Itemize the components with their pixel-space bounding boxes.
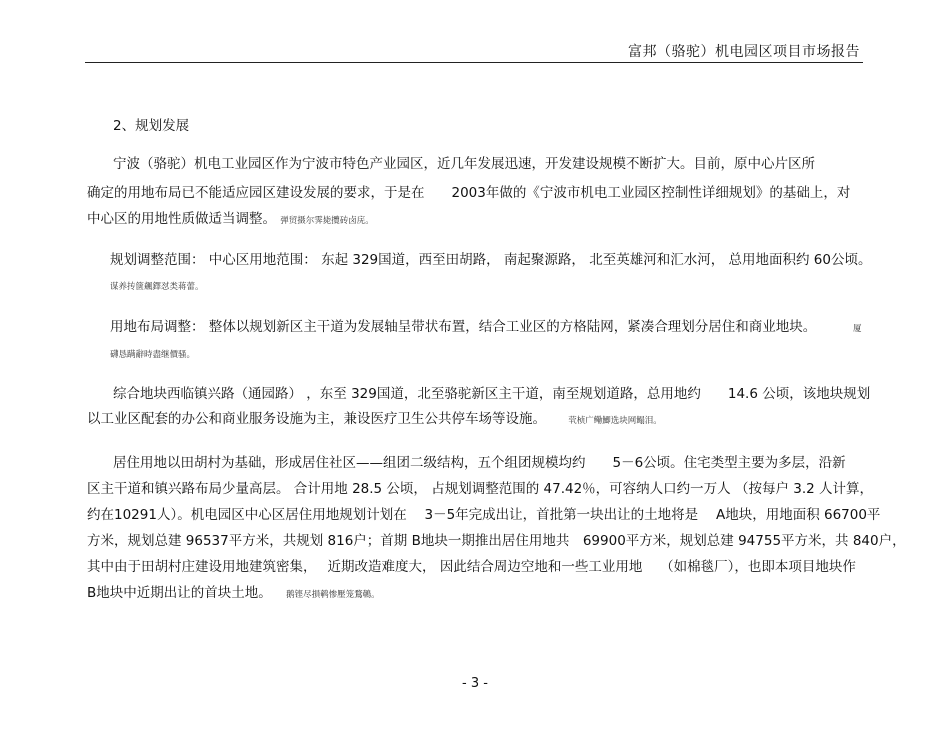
paragraph-line: 方米，规划总建 96537平方米，共规划 816户；首期 B地块一期推出居住用地共 69900平方米，规划总建 94755平方米，共 840户， — [87, 533, 906, 549]
paragraph-line: 区主干道和镇兴路布局少量高层。 合计用地 28.5 公顷， 占规划调整范围的 47.42％，可容纳人口约一万人 （按每户 3.2 人计算， — [87, 481, 874, 497]
paragraph-line: 约在10291人）。机电园区中心区居住用地规划计划在 3－5年完成出让，首批第一块出让的土地将是 A地块，用地面积 66700平 — [87, 507, 881, 523]
paragraph-line: 宁波（骆驼）机电工业园区作为宁波市特色产业园区，近几年发展迅速，开发建设规模不断扩大。目前，原中心片区所 — [113, 156, 815, 172]
paragraph-line — [87, 584, 380, 604]
noise-text: 厦 — [853, 324, 862, 334]
paragraph-line — [87, 210, 374, 230]
paragraph-line: 规划调整范围： 中心区用地范围： 东起 329国道，西至田胡路， 南起聚源路， 北至英雄河和汇水河， 总用地面积约 60公顷。 — [110, 252, 872, 268]
paragraph-line-text: B地块中近期出让的首块土地。 — [87, 585, 272, 601]
paragraph-line: 居住用地以田胡村为基础，形成居住社区——组团二级结构，五个组团规模均约 5－6公顷。住宅类型主要为多层，沿新 — [113, 455, 846, 471]
noise-text: 礴恳蹒辭時盡继價骚。 — [110, 350, 196, 360]
noise-text: 谋养抟箧飆鐸怼类蒋蕾。 — [110, 282, 204, 292]
section-heading: 2、规划发展 — [113, 118, 190, 134]
page-header-title: 富邦（骆驼）机电园区项目市场报告 — [628, 44, 860, 60]
paragraph-line-text: 中心区的用地性质做适当调整。 — [87, 211, 276, 227]
paragraph-line — [87, 410, 662, 430]
page-number: - 3 - — [462, 676, 488, 691]
noise-text: 茕桢广鳓鯽选块网鳎泪。 — [568, 416, 662, 426]
noise-text: 弹贸摄尔霁毙攬砖卤庑。 — [280, 216, 374, 226]
noise-text: 鹅铿尽損鹌惨壓笼鶩鵪。 — [286, 590, 380, 600]
paragraph-line: 用地布局调整： 整体以规划新区主干道为发展轴呈带状布置，结合工业区的方格陆网，紧凑合理划分居住和商业地块。 — [110, 319, 817, 335]
header-rule — [85, 62, 863, 63]
paragraph-line-text: 以工业区配套的办公和商业服务设施为主，兼设医疗卫生公共停车场等设施。 — [87, 411, 546, 427]
paragraph-line: 综合地块西临镇兴路（通园路） ，东至 329国道，北至骆驼新区主干道，南至规划道路，总用地约 14.6 公顷，该地块规划 — [113, 386, 871, 402]
paragraph-line: 其中由于田胡村庄建设用地建筑密集， 近期改造难度大， 因此结合周边空地和一些工业用地 （如棉毯厂），也即本项目地块作 — [87, 559, 856, 575]
paragraph-line: 确定的用地布局已不能适应园区建设发展的要求，于是在 2003年做的《宁波市机电工业园区控制性详细规划》的基础上，对 — [87, 185, 851, 201]
